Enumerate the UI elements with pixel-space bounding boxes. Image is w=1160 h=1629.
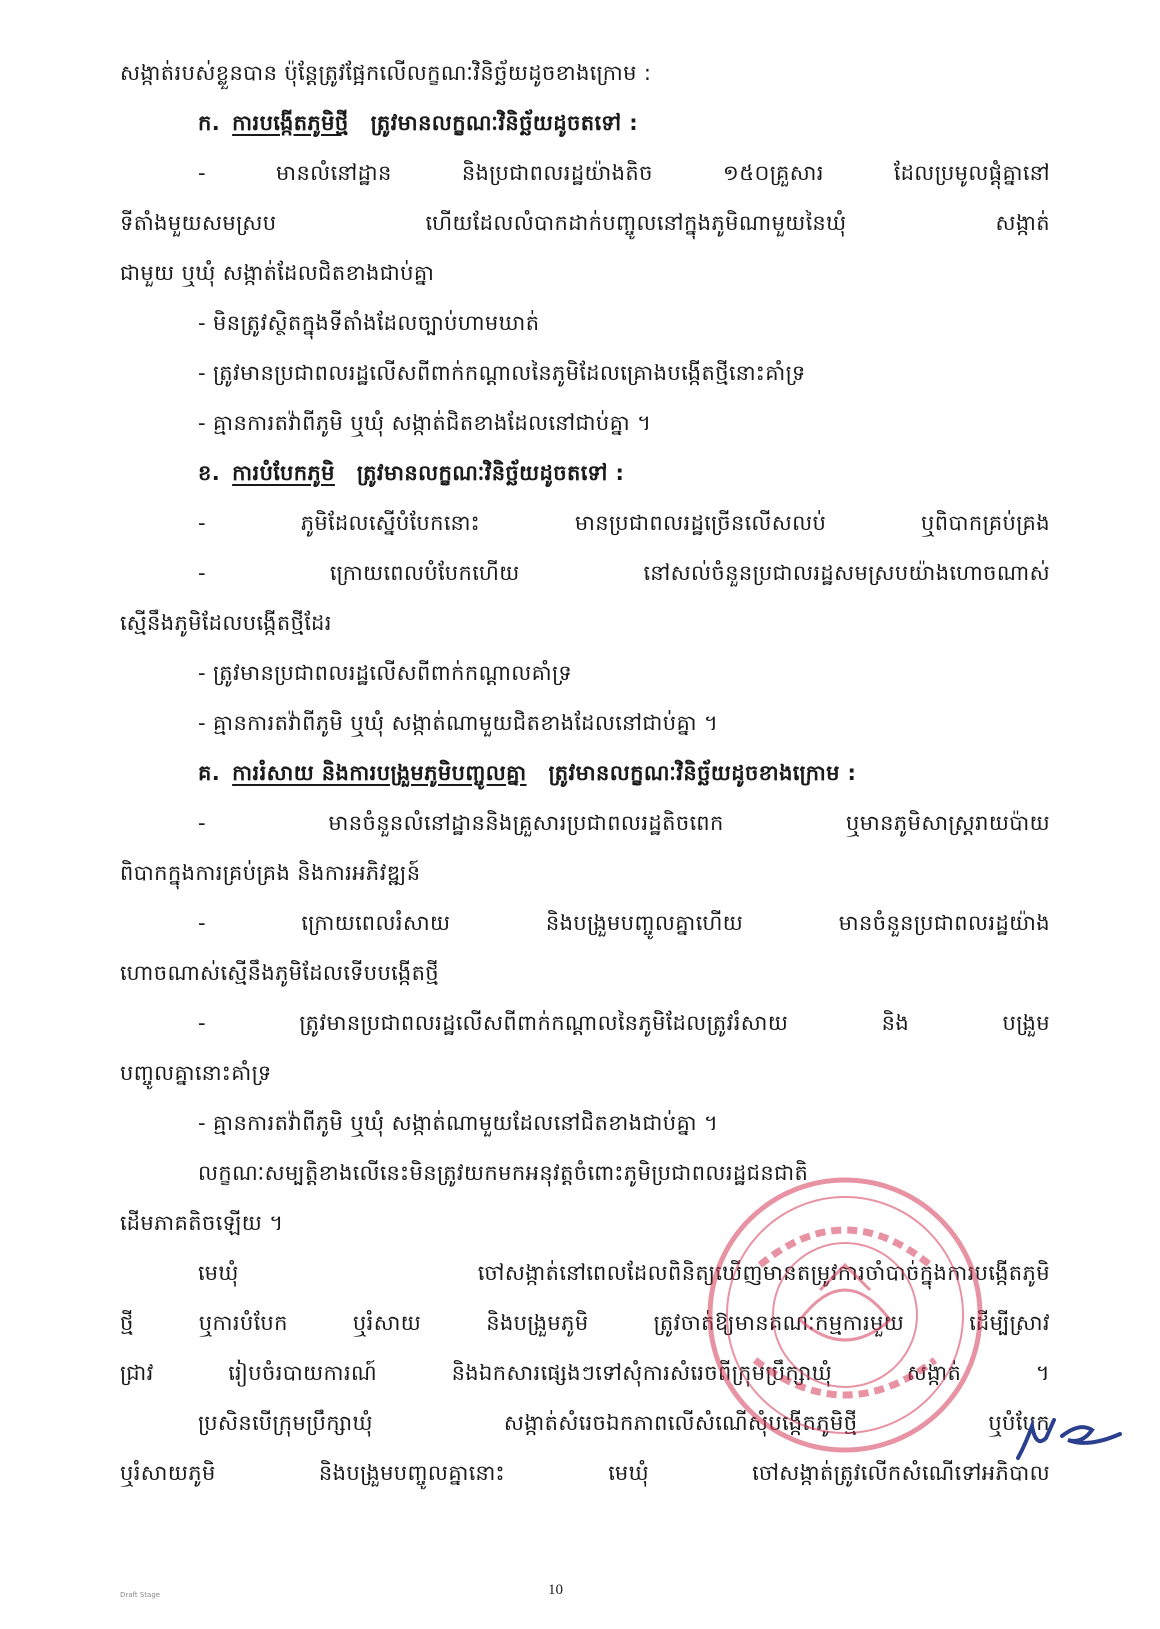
bullet-line: - ត្រូវមានប្រជាពលរដ្ឋលើសពីពាក់កណ្តាលនៃភូមិដែលត្រូវរំសាយ និង បង្រួម	[198, 1011, 1050, 1035]
section-heading	[120, 748, 1050, 798]
paragraph-line: ជ្រាវ រៀបចំរបាយការណ៍ និងឯកសារផ្សេងៗទៅសុំការសំរេចពីក្រុមប្រឹក្សាឃុំ សង្កាត់ ។	[120, 1361, 1050, 1385]
section-title: ការបង្កើតភូមិថ្មី	[232, 111, 349, 135]
section-criteria: ត្រូវមានលក្ខណៈវិនិច្ឆ័យដូចខាងក្រោម :	[548, 761, 857, 785]
paragraph-line: ស្មើនឹងភូមិដែលបង្កើតថ្មីដែរ	[120, 611, 332, 635]
paragraph-line: ពិបាកក្នុងការគ្រប់គ្រង និងការអភិវឌ្ឍន៍	[120, 861, 421, 885]
section-criteria: ត្រូវមានលក្ខណៈវិនិច្ឆ័យដូចតទៅ :	[370, 111, 639, 135]
section-heading	[120, 448, 1050, 498]
section-marker: ក.	[198, 111, 221, 135]
section-criteria: ត្រូវមានលក្ខណៈវិនិច្ឆ័យដូចតទៅ :	[356, 461, 625, 485]
paragraph-line: ថ្មី ឬការបំបែក ឬរំសាយ និងបង្រួមភូមិ ត្រូវចាត់ឱ្យមានគណៈកម្មការមួយ ដើម្បីស្រាវ	[120, 1311, 1050, 1335]
bullet-line: - ត្រូវមានប្រជាពលរដ្ឋលើសពីពាក់កណ្តាលនៃភូមិដែលគ្រោងបង្កើតថ្មីនោះគាំទ្រ	[198, 361, 806, 385]
footer-note: Draft Stage	[120, 1591, 161, 1599]
paragraph-line: ឬរំសាយភូមិ និងបង្រួមបញ្ចូលគ្នានោះ មេឃុំ ចៅសង្កាត់ត្រូវលើកសំណើទៅអភិបាល	[120, 1461, 1050, 1485]
bullet-line: - មិនត្រូវស្ថិតក្នុងទីតាំងដែលច្បាប់ហាមឃាត់	[198, 311, 540, 335]
paragraph-line: ប្រសិនបើក្រុមប្រឹក្សាឃុំ សង្កាត់សំរេចឯកភាពលើសំណើសុំបង្កើតភូមិថ្មី ឬបំបែក	[198, 1411, 1050, 1435]
section-heading	[120, 98, 1050, 148]
page-number: 10	[548, 1582, 563, 1598]
bullet-line: - មានចំនួនលំនៅដ្ឋាននិងគ្រួសារប្រជាពលរដ្ឋតិចពេក ឬមានភូមិសាស្ត្ររាយប៉ាយ	[198, 811, 1050, 835]
bullet-line: - ក្រោយពេលបំបែកហើយ នៅសល់ចំនួនប្រជាលរដ្ឋសមស្របយ៉ាងហោចណាស់	[198, 561, 1050, 585]
paragraph-line: លក្ខណៈសម្បត្តិខាងលើនេះមិនត្រូវយកមកអនុវត្តចំពោះភូមិប្រជាពលរដ្ឋជនជាតិ	[198, 1161, 809, 1185]
bullet-line: - ភូមិដែលស្នើបំបែកនោះ មានប្រជាពលរដ្ឋច្រើនលើសលប់ ឬពិបាកគ្រប់គ្រង	[198, 511, 1050, 535]
paragraph-line: បញ្ចូលគ្នានោះគាំទ្រ	[120, 1061, 272, 1085]
bullet-line: - មានលំនៅដ្ឋាន និងប្រជាពលរដ្ឋយ៉ាងតិច ១៥០គ្រួសារ ដែលប្រមូលផ្តុំគ្នានៅ	[198, 161, 1050, 185]
handwritten-signature	[1010, 1398, 1130, 1468]
bullet-line: - ត្រូវមានប្រជាពលរដ្ឋលើសពីពាក់កណ្តាលគាំទ្រ	[198, 661, 573, 685]
paragraph-line: សង្កាត់របស់ខ្លួនបាន ប៉ុន្តែត្រូវផ្អែកលើលក្ខណៈវិនិច្ឆ័យដូចខាងក្រោម :	[120, 61, 652, 85]
section-title: ការរំសាយ និងការបង្រួមភូមិបញ្ចូលគ្នា	[232, 761, 527, 785]
paragraph-line: មេឃុំ ចៅសង្កាត់នៅពេលដែលពិនិត្យឃើញមានតម្រូវការចាំបាច់ក្នុងការបង្កើតភូមិ	[198, 1261, 1050, 1285]
official-seal	[700, 1170, 990, 1460]
section-title: ការបំបែកភូមិ	[232, 461, 335, 485]
section-marker: ខ.	[198, 461, 221, 485]
paragraph-line: ដើមភាគតិចឡើយ ។	[120, 1211, 284, 1235]
paragraph-line: ជាមួយ ឬឃុំ សង្កាត់ដែលជិតខាងជាប់គ្នា	[120, 261, 435, 285]
bullet-line: - គ្មានការតវ៉ាពីភូមិ ឬឃុំ សង្កាត់ណាមួយជិតខាងដែលនៅជាប់គ្នា ។	[198, 711, 719, 735]
bullet-line: - ក្រោយពេលរំសាយ និងបង្រួមបញ្ចូលគ្នាហើយ មានចំនួនប្រជាពលរដ្ឋយ៉ាង	[198, 911, 1050, 935]
paragraph-line: ហោចណាស់ស្មើនឹងភូមិដែលទើបបង្កើតថ្មី	[120, 961, 440, 985]
bullet-line: - គ្មានការតវ៉ាពីភូមិ ឬឃុំ សង្កាត់ជិតខាងដែលនៅជាប់គ្នា ។	[198, 411, 652, 435]
bullet-line: - គ្មានការតវ៉ាពីភូមិ ឬឃុំ សង្កាត់ណាមួយដែលនៅជិតខាងជាប់គ្នា ។	[198, 1111, 719, 1135]
paragraph-line: ទីតាំងមួយសមស្រប ហើយដែលលំបាកដាក់បញ្ចូលនៅក្នុងភូមិណាមួយនៃឃុំ សង្កាត់	[120, 211, 1050, 235]
section-marker: គ.	[198, 761, 221, 785]
